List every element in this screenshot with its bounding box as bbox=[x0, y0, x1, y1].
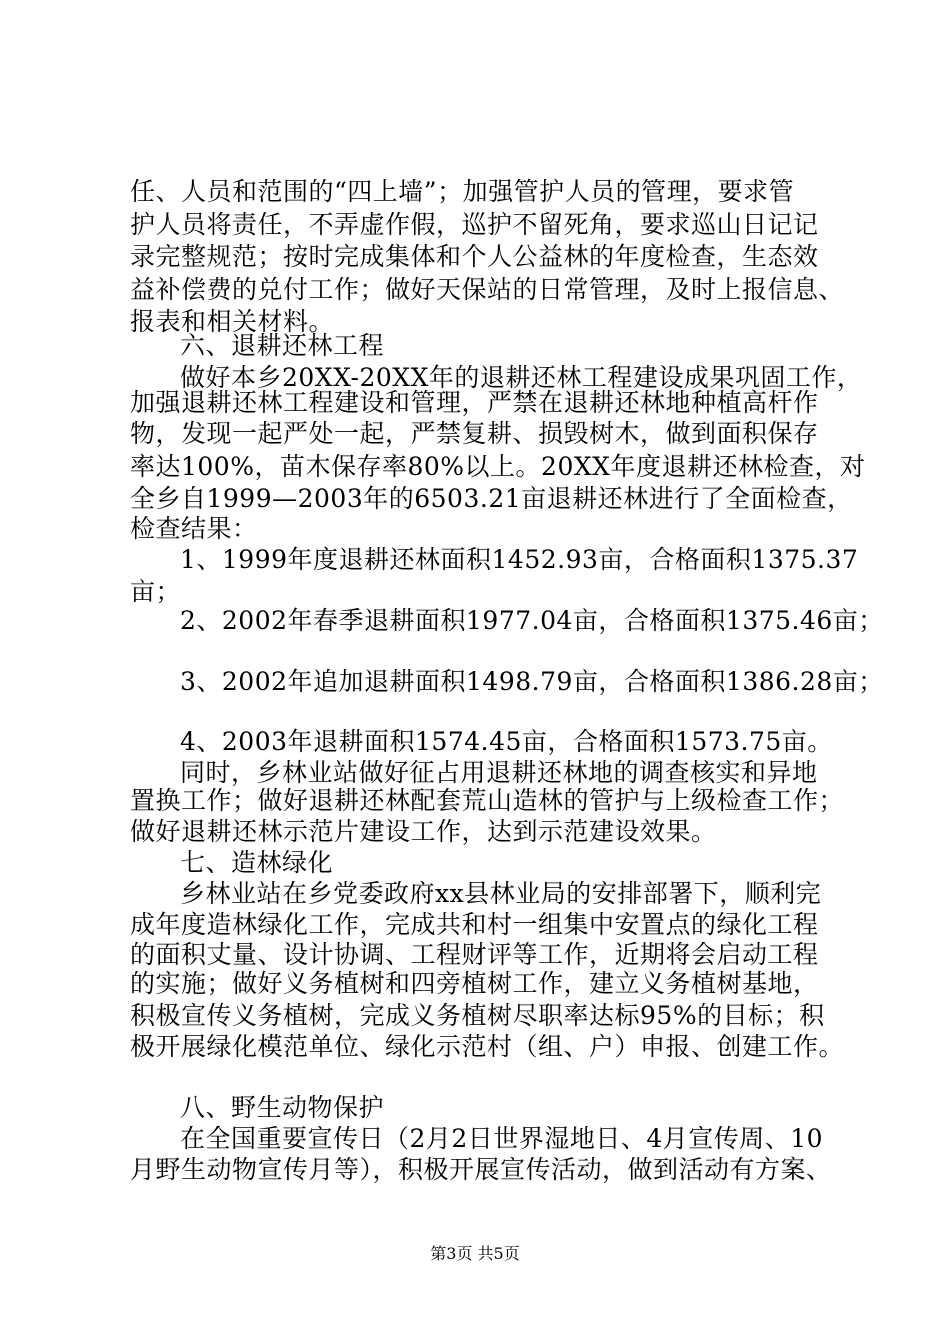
text-line: 乡林业站在乡党委政府xx县林业局的安排部署下，顺利完 bbox=[180, 879, 822, 908]
text-line: 加强退耕还林工程建设和管理，严禁在退耕还林地种植高杆作 bbox=[130, 388, 819, 417]
section-heading: 六、退耕还林工程 bbox=[180, 331, 385, 360]
text-line: 物，发现一起严处一起，严禁复耕、损毁树木，做到面积保存 bbox=[130, 419, 819, 448]
text-line: 极开展绿化模范单位、绿化示范村（组、户）申报、创建工作。 bbox=[130, 1032, 845, 1061]
list-item: 2、2002年春季退耕面积1977.04亩，合格面积1375.46亩； bbox=[180, 606, 884, 635]
page-footer: 第3页 共5页 bbox=[430, 1244, 520, 1263]
list-item: 3、2002年追加退耕面积1498.79亩，合格面积1386.28亩； bbox=[180, 667, 884, 696]
text-line: 护人员将责任，不弄虚作假，巡护不留死角，要求巡山日记记 bbox=[130, 210, 819, 239]
text-line: 成年度造林绿化工作，完成共和村一组集中安置点的绿化工程 bbox=[130, 910, 819, 939]
text-line: 报表和相关材料。 bbox=[130, 307, 335, 336]
text-line: 月野生动物宣传月等），积极开展宣传活动，做到活动有方案、 bbox=[130, 1155, 832, 1184]
text-line: 积极宣传义务植树，完成义务植树尽职率达标95%的目标；积 bbox=[130, 1001, 825, 1030]
text-line: 录完整规范；按时完成集体和个人公益林的年度检查，生态效 bbox=[130, 242, 819, 271]
text-line: 做好本乡20XX-20XX年的退耕还林工程建设成果巩固工作， bbox=[180, 363, 863, 392]
list-item: 1、1999年度退耕还林面积1452.93亩，合格面积1375.37 bbox=[180, 545, 859, 574]
list-item: 4、2003年退耕面积1574.45亩，合格面积1573.75亩。 bbox=[180, 727, 833, 756]
text-line: 的面积丈量、设计协调、工程财评等工作，近期将会启动工程 bbox=[130, 940, 819, 969]
text-line: 亩； bbox=[130, 577, 182, 606]
text-line: 任、人员和范围的“四上墙”；加强管护人员的管理，要求管 bbox=[130, 177, 795, 206]
text-line: 检查结果： bbox=[130, 514, 258, 543]
text-line: 做好退耕还林示范片建设工作，达到示范建设效果。 bbox=[130, 817, 717, 846]
text-line: 在全国重要宣传日（2月2日世界湿地日、4月宣传周、10 bbox=[180, 1124, 824, 1153]
section-heading: 七、造林绿化 bbox=[180, 848, 334, 877]
text-line: 全乡自1999—2003年的6503.21亩退耕还林进行了全面检查， bbox=[130, 484, 853, 513]
text-line: 率达100%，苗木保存率80%以上。20XX年度退耕还林检查，对 bbox=[130, 452, 866, 481]
text-line: 的实施；做好义务植树和四旁植树工作，建立义务植树基地， bbox=[130, 969, 819, 998]
text-line: 益补偿费的兑付工作；做好天保站的日常管理，及时上报信息、 bbox=[130, 275, 845, 304]
text-line: 置换工作；做好退耕还林配套荒山造林的管护与上级检查工作； bbox=[130, 786, 845, 815]
text-line: 同时，乡林业站做好征占用退耕还林地的调查核实和异地 bbox=[180, 758, 818, 787]
section-heading: 八、野生动物保护 bbox=[180, 1093, 385, 1122]
